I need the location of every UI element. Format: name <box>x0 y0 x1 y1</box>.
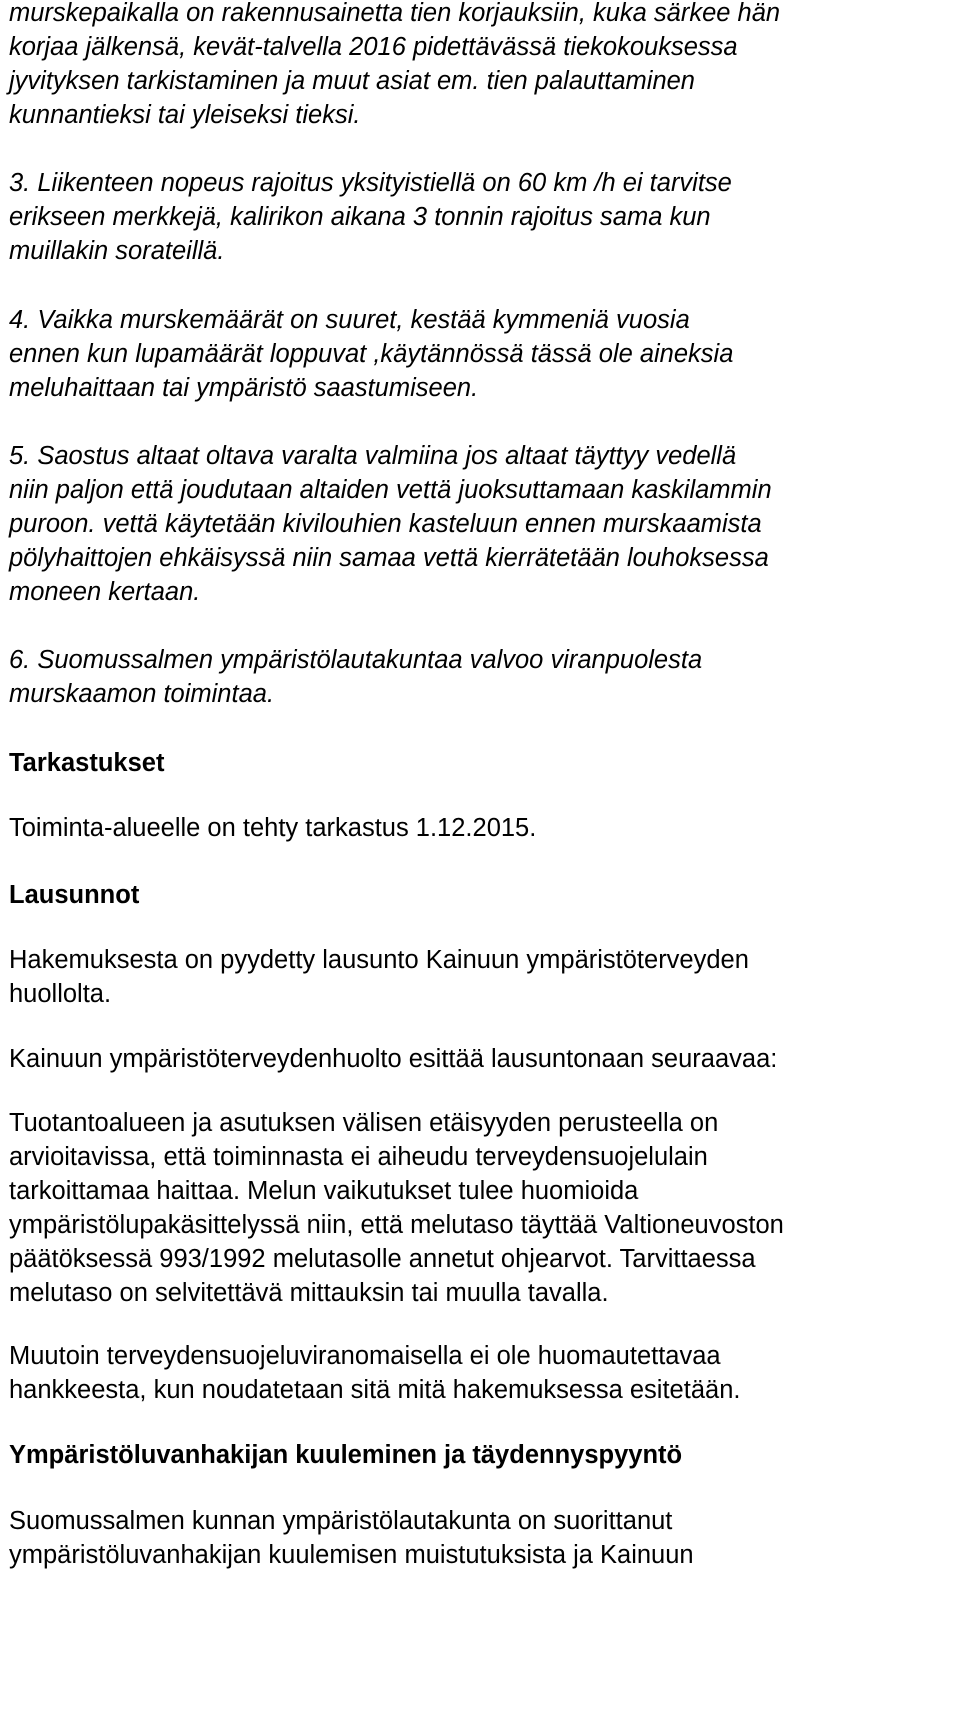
item-5-line: 5. Saostus altaat oltava varalta valmiina jos altaat täyttyy vedellä <box>9 442 737 470</box>
item-4-line: ennen kun lupamäärät loppuvat ,käytännössä tässä ole aineksia <box>9 340 734 368</box>
section-heading-lausunnot: Lausunnot <box>9 881 140 909</box>
remark-line: Muutoin terveydensuojeluviranomaisella ei ole huomautettavaa <box>9 1342 721 1370</box>
statement-line: melutaso on selvitettävä mittauksin tai muulla tavalla. <box>9 1279 609 1307</box>
item-3-line: erikseen merkkejä, kalirikon aikana 3 tonnin rajoitus sama kun <box>9 203 711 231</box>
intro-line: korjaa jälkensä, kevät-talvella 2016 pidettävässä tiekokouksessa <box>9 33 738 61</box>
item-3-line: 3. Liikenteen nopeus rajoitus yksityistiellä on 60 km /h ei tarvitse <box>9 169 732 197</box>
item-6-line: murskaamon toimintaa. <box>9 680 275 708</box>
statement-line: ympäristölupakäsittelyssä niin, että melutaso täyttää Valtioneuvoston <box>9 1211 784 1239</box>
intro-line: jyvityksen tarkistaminen ja muut asiat em. tien palauttaminen <box>9 67 695 95</box>
statement-line: päätöksessä 993/1992 melutasolle annetut ohjearvot. Tarvittaessa <box>9 1245 756 1273</box>
section-heading-kuuleminen: Ympäristöluvanhakijan kuuleminen ja täydennyspyyntö <box>9 1441 683 1469</box>
item-5-line: pölyhaittojen ehkäisyssä niin samaa vettä kierrätetään louhoksessa <box>9 544 769 572</box>
remark-line: hankkeesta, kun noudatetaan sitä mitä hakemuksessa esitetään. <box>9 1376 741 1404</box>
intro-line: kunnantieksi tai yleiseksi tieksi. <box>9 101 361 129</box>
tarkastus-text: Toiminta-alueelle on tehty tarkastus 1.12.2015. <box>9 814 537 842</box>
item-5-line: moneen kertaan. <box>9 578 201 606</box>
item-5-line: niin paljon että joudutaan altaiden vettä juoksuttamaan kaskilammin <box>9 476 772 504</box>
statement-line: arvioitavissa, että toiminnasta ei aiheudu terveydensuojelulain <box>9 1143 708 1171</box>
section-heading-tarkastukset: Tarkastukset <box>9 749 165 777</box>
item-4-line: meluhaittaan tai ympäristö saastumiseen. <box>9 374 479 402</box>
item-5-line: puroon. vettä käytetään kivilouhien kasteluun ennen murskaamista <box>9 510 762 538</box>
kainuu-intro: Kainuun ympäristöterveydenhuolto esittää lausuntonaan seuraavaa: <box>9 1045 778 1073</box>
lausunto-line: huollolta. <box>9 980 112 1008</box>
item-6-line: 6. Suomussalmen ympäristölautakuntaa valvoo viranpuolesta <box>9 646 703 674</box>
final-line: ympäristöluvanhakijan kuulemisen muistutuksista ja Kainuun <box>9 1541 694 1569</box>
item-4-line: 4. Vaikka murskemäärät on suuret, kestää kymmeniä vuosia <box>9 306 690 334</box>
final-line: Suomussalmen kunnan ympäristölautakunta on suorittanut <box>9 1507 673 1535</box>
lausunto-line: Hakemuksesta on pyydetty lausunto Kainuun ympäristöterveyden <box>9 946 749 974</box>
item-3-line: muillakin sorateillä. <box>9 237 225 265</box>
statement-line: Tuotantoalueen ja asutuksen välisen etäisyyden perusteella on <box>9 1109 719 1137</box>
intro-line: murskepaikalla on rakennusainetta tien korjauksiin, kuka särkee hän <box>9 0 781 27</box>
statement-line: tarkoittamaa haittaa. Melun vaikutukset tulee huomioida <box>9 1177 639 1205</box>
